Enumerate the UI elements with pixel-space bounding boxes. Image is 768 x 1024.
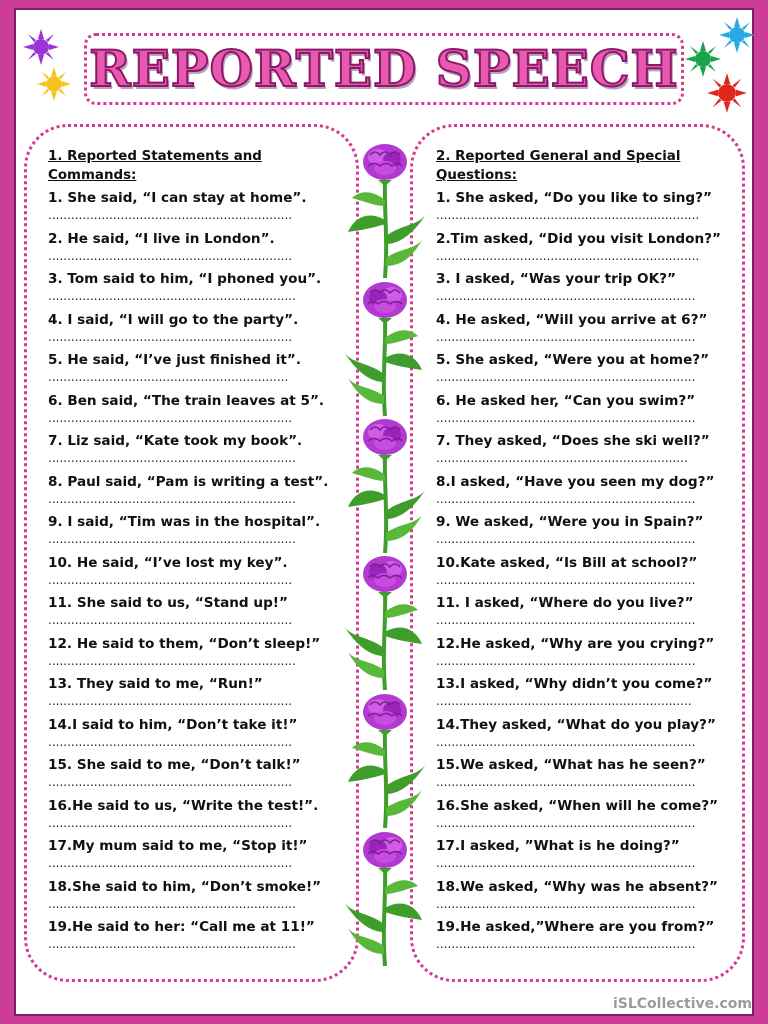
exercise-sentence: 10. He said, “I’ve lost my key”. (48, 554, 288, 571)
answer-line[interactable]: .................................................................... (436, 654, 696, 667)
exercise-sentence: 11. She said to us, “Stand up!” (48, 595, 288, 611)
answer-line[interactable]: .................................................................... (436, 816, 696, 829)
exercise-item (436, 714, 732, 755)
exercise-sentence: 3. Tom said to him, “I phoned you”. (48, 271, 322, 287)
exercise-item (48, 633, 338, 674)
answer-line[interactable]: ................................................................ (48, 249, 293, 262)
answer-line[interactable]: .................................................................... (436, 533, 696, 545)
exercise-item (48, 511, 338, 552)
answer-line[interactable]: ................................................................ (48, 411, 293, 424)
exercise-sentence: 5. He said, “I’ve just finished it”. (48, 352, 301, 368)
exercise-sentence: 4. He asked, “Will you arrive at 6?” (436, 311, 708, 328)
exercise-sentence: 15. She said to me, “Don’t talk!” (48, 757, 301, 773)
exercise-sentence: 14.They asked, “What do you play?” (436, 716, 716, 733)
answer-line[interactable]: ................................................................. (48, 492, 296, 505)
exercise-sentence: 16.She asked, “When will he come?” (436, 797, 719, 814)
exercise-sentence: 7. They asked, “Does she ski well?” (436, 433, 710, 449)
section-heading-line: 1. Reported Statements and (48, 149, 262, 164)
answer-line[interactable]: ................................................................. (48, 897, 296, 910)
exercise-item (48, 471, 338, 512)
exercise-item (48, 390, 338, 431)
section-heading-line: Commands: (48, 168, 137, 183)
answer-line[interactable]: .................................................................... (436, 776, 696, 788)
exercise-item (436, 592, 732, 633)
answer-line[interactable]: .................................................................... (436, 492, 696, 505)
page-title: REPORTED SPEECH (89, 39, 679, 98)
answer-line[interactable]: ................................................................. (48, 654, 296, 667)
answer-line[interactable]: .................................................................. (436, 452, 688, 464)
answer-line[interactable]: ................................................................ (48, 735, 293, 748)
exercise-item (48, 592, 338, 633)
exercise-sentence: 1. She asked, “Do you like to sing?” (436, 190, 712, 206)
exercise-sentence: 6. Ben said, “The train leaves at 5”. (48, 392, 325, 409)
exercise-sentence: 8. Paul said, “Pam is writing a test”. (48, 473, 329, 490)
exercise-item (48, 714, 338, 755)
exercise-item (436, 187, 732, 228)
answer-line[interactable]: .................................................................... (436, 290, 696, 302)
exercise-item (436, 552, 732, 593)
carnation-flower-icon (340, 140, 430, 280)
answer-line[interactable]: ................................................................. (48, 938, 296, 950)
exercise-sentence: 4. I said, “I will go to the party”. (48, 311, 299, 328)
exercise-sentence: 9. We asked, “Were you in Spain?” (436, 514, 704, 530)
answer-line[interactable]: .................................................................... (436, 573, 696, 586)
exercise-sentence: 11. I asked, “Where do you live?” (436, 595, 694, 611)
answer-line[interactable]: ..................................................................... (436, 249, 700, 262)
exercise-item (48, 430, 338, 471)
carnation-flower-icon (340, 828, 430, 968)
answer-line[interactable]: .................................................................... (436, 614, 696, 626)
exercise-sentence: 2.Tim asked, “Did you visit London?” (436, 230, 721, 247)
exercise-item (436, 471, 732, 512)
answer-line[interactable]: ................................................................ (48, 857, 293, 869)
exercise-sentence: 15.We asked, “What has he seen?” (436, 757, 706, 773)
exercise-item (436, 390, 732, 431)
exercise-sentence: 17.My mum said to me, “Stop it!” (48, 838, 308, 854)
exercise-item (436, 309, 732, 350)
answer-line[interactable]: ................................................................. (48, 290, 296, 302)
exercise-item (436, 511, 732, 552)
exercise-item (436, 795, 732, 836)
answer-line[interactable]: ................................................................ (48, 695, 293, 707)
answer-line[interactable]: ................................................................ (48, 209, 293, 221)
exercise-item (48, 795, 338, 836)
answer-line[interactable]: .................................................................... (436, 938, 696, 950)
answer-line[interactable]: ..................................................................... (436, 209, 700, 221)
carnation-flower-icon (340, 415, 430, 555)
answer-line[interactable]: ................................................................. (48, 533, 296, 545)
answer-line[interactable]: .................................................................... (436, 411, 696, 424)
answer-line[interactable]: ................................................................... (436, 695, 692, 707)
exercise-sentence: 19.He asked,”Where are you from?” (436, 919, 715, 935)
answer-line[interactable]: .................................................................... (436, 857, 696, 869)
answer-line[interactable]: .................................................................... (436, 371, 696, 383)
answer-line[interactable]: ............................................................... (48, 371, 289, 383)
statements-column (48, 147, 338, 957)
exercise-item (48, 228, 338, 269)
exercise-item (48, 916, 338, 957)
section-heading (48, 147, 338, 185)
exercise-list (436, 187, 732, 957)
exercise-sentence: 13.I asked, “Why didn’t you come?” (436, 676, 713, 692)
answer-line[interactable]: .................................................................... (436, 330, 696, 343)
site-credit: iSLCollective.com (612, 996, 752, 1012)
exercise-item (48, 673, 338, 714)
carnation-flower-icon (340, 690, 430, 830)
answer-line[interactable]: ................................................................ (48, 614, 293, 626)
exercise-sentence: 12. He said to them, “Don’t sleep!” (48, 635, 321, 652)
exercise-item (48, 552, 338, 593)
exercise-item (436, 835, 732, 876)
exercise-sentence: 19.He said to her: “Call me at 11!” (48, 919, 315, 935)
questions-column (436, 147, 732, 957)
exercise-item (436, 228, 732, 269)
section-heading (436, 147, 732, 185)
answer-line[interactable]: ................................................................. (48, 452, 296, 464)
purple-sun-icon (22, 28, 60, 66)
exercise-sentence: 5. She asked, “Were you at home?” (436, 352, 710, 368)
yellow-sun-icon (36, 66, 72, 102)
exercise-item (436, 673, 732, 714)
exercise-item (48, 349, 338, 390)
exercise-list (48, 187, 338, 957)
red-sun-icon (706, 72, 748, 114)
exercise-sentence: 6. He asked her, “Can you swim?” (436, 392, 696, 409)
exercise-sentence: 17.I asked, ”What is he doing?” (436, 838, 680, 854)
exercise-sentence: 13. They said to me, “Run!” (48, 676, 263, 692)
exercise-sentence: 2. He said, “I live in London”. (48, 230, 275, 247)
answer-line[interactable]: ................................................................ (48, 776, 293, 788)
carnation-flower-icon (340, 278, 430, 418)
exercise-item (436, 876, 732, 917)
exercise-item (436, 349, 732, 390)
exercise-sentence: 8.I asked, “Have you seen my dog?” (436, 473, 715, 490)
exercise-item (436, 268, 732, 309)
exercise-sentence: 1. She said, “I can stay at home”. (48, 190, 307, 206)
exercise-item (48, 754, 338, 795)
exercise-item (436, 754, 732, 795)
carnation-flower-icon (340, 552, 430, 692)
exercise-item (48, 309, 338, 350)
exercise-sentence: 18.She said to him, “Don’t smoke!” (48, 878, 322, 895)
exercise-item (48, 187, 338, 228)
answer-line[interactable]: ................................................................ (48, 816, 293, 829)
exercise-sentence: 10.Kate asked, “Is Bill at school?” (436, 554, 698, 571)
answer-line[interactable]: .................................................................... (436, 897, 696, 910)
blue-sun-icon (718, 16, 756, 54)
exercise-sentence: 7. Liz said, “Kate took my book”. (48, 433, 303, 449)
section-heading-line: 2. Reported General and Special (436, 149, 681, 164)
exercise-sentence: 18.We asked, “Why was he absent?” (436, 878, 718, 895)
exercise-sentence: 16.He said to us, “Write the test!”. (48, 797, 319, 814)
answer-line[interactable]: .................................................................... (436, 735, 696, 748)
answer-line[interactable]: ................................................................ (48, 330, 293, 343)
exercise-sentence: 3. I asked, “Was your trip OK?” (436, 271, 676, 287)
exercise-sentence: 14.I said to him, “Don’t take it!” (48, 716, 298, 733)
exercise-item (48, 835, 338, 876)
exercise-item (48, 876, 338, 917)
exercise-item (436, 633, 732, 674)
answer-line[interactable]: ................................................................ (48, 573, 293, 586)
section-heading-line: Questions: (436, 168, 518, 183)
exercise-item (48, 268, 338, 309)
exercise-item (436, 430, 732, 471)
exercise-sentence: 9. I said, “Tim was in the hospital”. (48, 514, 321, 530)
exercise-item (436, 916, 732, 957)
exercise-sentence: 12.He asked, “Why are you crying?” (436, 635, 715, 652)
